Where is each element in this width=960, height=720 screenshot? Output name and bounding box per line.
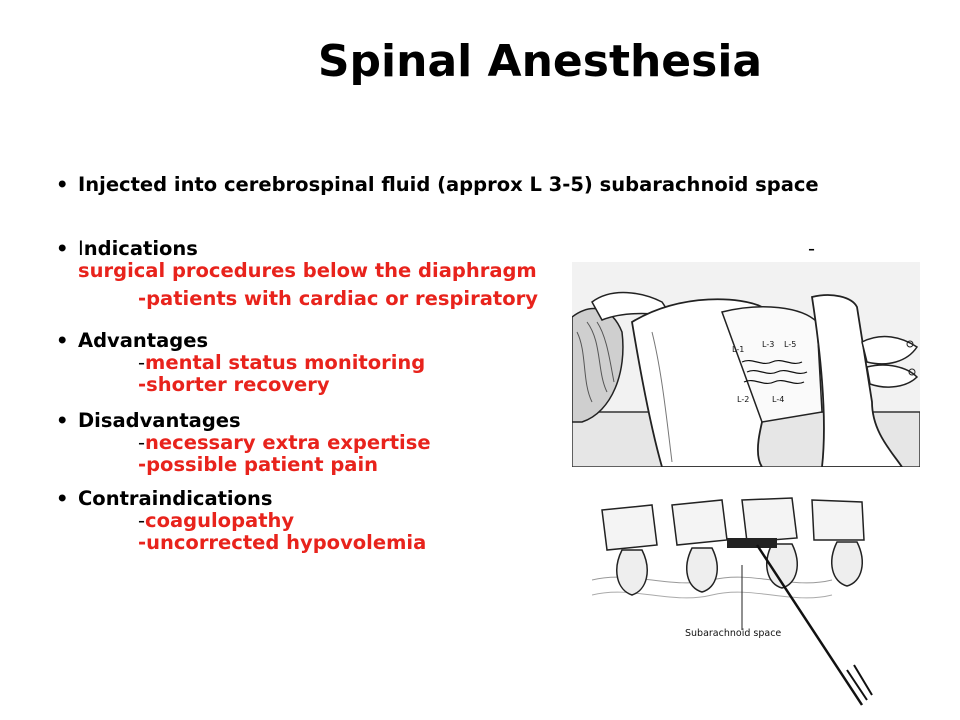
contraindications-item-2: -uncorrected hypovolemia [138,531,427,554]
bullet-injection-text: Injected into cerebrospinal fluid (approx L 3-5) subarachnoid space [78,173,819,196]
patient-position-drawing [572,262,920,467]
disadvantages-item-1: necessary extra expertise [145,431,431,454]
vertebra-label: L-3 [762,340,775,349]
bullet-marker: • [56,329,69,352]
disadvantages-dash: - [138,431,146,454]
bullet-injection [56,174,938,196]
patient-position-illustration [572,262,920,467]
bullet-marker: • [56,487,69,510]
bullet-contraindications [56,488,578,554]
contraindications-dash: - [138,509,146,532]
indications-item-2: -patients with cardiac or respiratory [138,287,538,310]
vertebrae-needle-drawing [592,470,902,710]
slide-title: Spinal Anesthesia [317,36,763,87]
disadvantages-item-2: -possible patient pain [138,453,379,476]
disadvantages-label: Disadvantages [78,409,241,432]
indications-label-first-letter: I [78,237,84,260]
bullet-marker: • [56,173,69,196]
bullet-advantages [56,330,578,396]
advantages-item-1: mental status monitoring [145,351,426,374]
vertebra-label: L-5 [784,340,797,349]
indications-dash: - [808,237,816,260]
bullet-disadvantages [56,410,578,476]
bullet-marker: • [56,409,69,432]
advantages-dash: - [138,351,146,374]
bullet-marker: • [56,237,69,260]
advantages-label: Advantages [78,329,209,352]
indications-item-1: surgical procedures below the diaphragm [78,259,537,282]
vertebra-label: L-4 [772,395,785,404]
subarachnoid-space-caption: Subarachnoid space [685,628,782,639]
subarachnoid-space-illustration [592,470,902,710]
indications-label: ndications [83,237,198,260]
contraindications-item-1: coagulopathy [145,509,295,532]
contraindications-label: Contraindications [78,487,273,510]
vertebra-label: L-2 [737,395,750,404]
advantages-item-2: -shorter recovery [138,373,330,396]
vertebra-label: L-1 [732,345,745,354]
